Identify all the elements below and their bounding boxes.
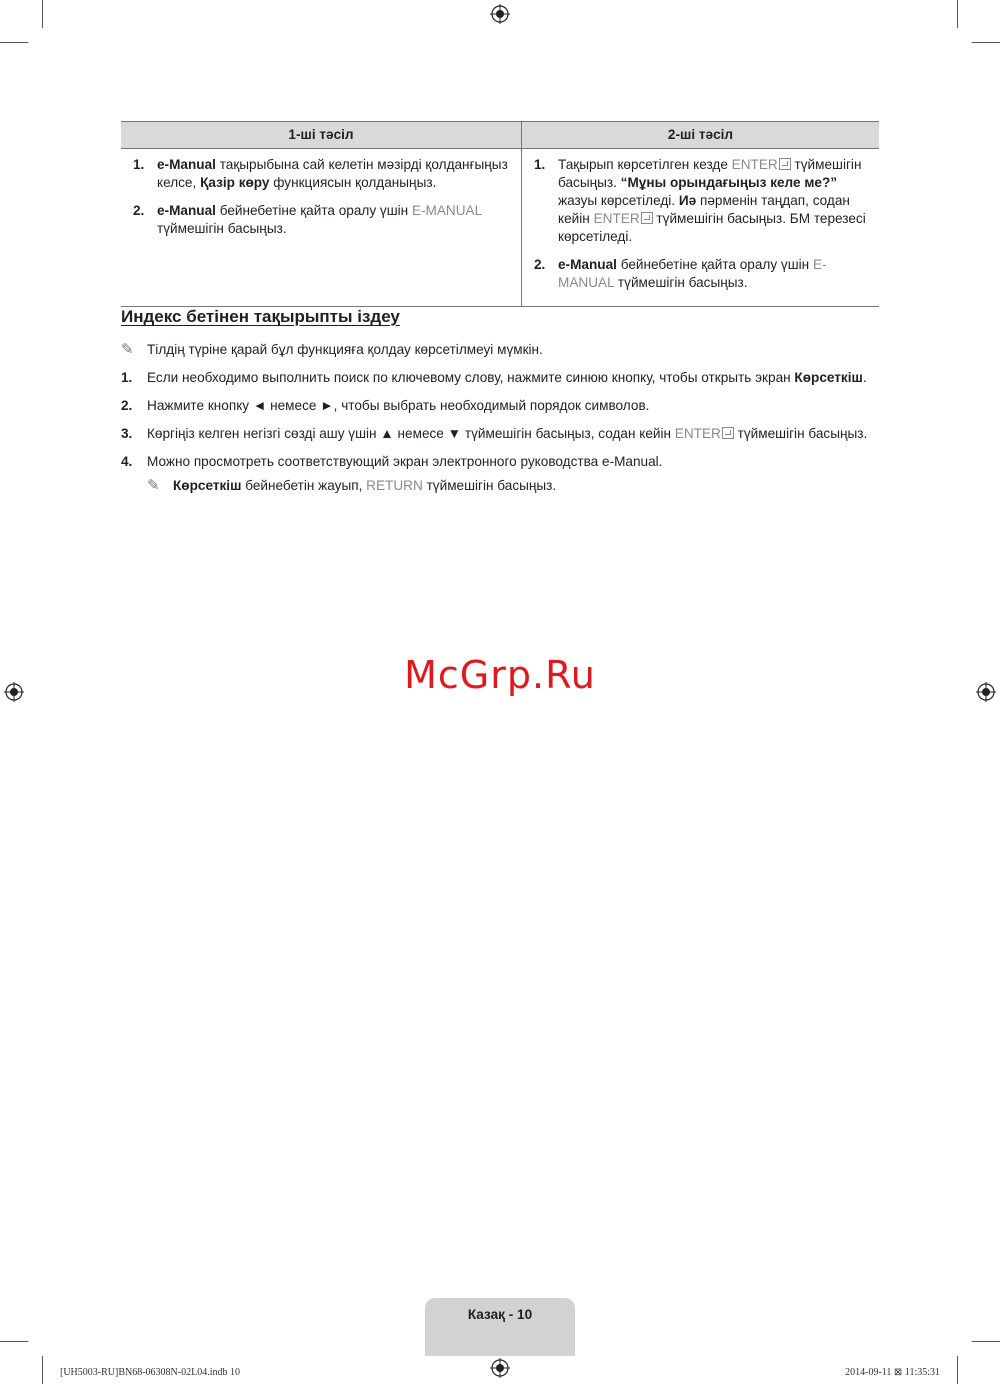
registration-mark-icon — [490, 1358, 510, 1378]
method-2-step: 1. Тақырып көрсетілген кезде ENTER түймешігін басыңыз. “Мұны орындағыңыз келе ме?” жазуы көрсетіледі. Иә пәрменін таңдап, содан кейін ENTER түймешігін басыңыз. БМ терезесі көрсетіледі. — [534, 157, 866, 244]
pencil-note-icon: ✎ — [147, 477, 160, 494]
enter-key-label: ENTER — [731, 157, 778, 172]
list-item: 3. Көргіңіз келген негізгі сөзді ашу үшін ▲ немесе ▼ түймешігін басыңыз, содан кейін ENTER түймешігін басыңыз. — [121, 426, 868, 441]
crop-mark — [0, 42, 28, 43]
list-item: 4. Можно просмотреть соответствующий экран электронного руководства e-Manual. — [121, 454, 663, 469]
print-slug-right: 2014-09-11 ⊠ 11:35:31 — [845, 1367, 940, 1378]
crop-mark — [957, 1356, 958, 1384]
enter-key-icon — [779, 158, 791, 170]
method-2-step: 2. e-Manual бейнебетіне қайта оралу үшін E-MANUAL түймешігін басыңыз. — [534, 257, 827, 290]
method-2-cell — [522, 149, 880, 307]
table-header-method-2: 2-ші тәсіл — [522, 122, 880, 149]
crop-mark — [957, 0, 958, 28]
table-header-method-1: 1-ші тәсіл — [121, 122, 522, 149]
crop-mark — [0, 1341, 28, 1342]
method-1-cell — [121, 149, 522, 307]
enter-key-icon — [722, 427, 734, 439]
registration-mark-icon — [4, 682, 24, 702]
e-manual-key-label: E-MANUAL — [558, 257, 827, 290]
methods-table — [121, 121, 879, 307]
page-label: Казақ - 10 — [467, 1307, 533, 1322]
return-key-label: RETURN — [366, 478, 423, 493]
enter-key-icon — [641, 212, 653, 224]
note: ✎ Тілдің түріне қарай бұл функцияға қолдау көрсетілмеуі мүмкін. — [121, 341, 543, 358]
pencil-note-icon: ✎ — [121, 341, 134, 358]
index-search-instructions — [121, 341, 879, 505]
e-manual-key-label: E-MANUAL — [411, 203, 482, 218]
method-1-step: 2. e-Manual бейнебетіне қайта оралу үшін E-MANUAL түймешігін басыңыз. — [133, 203, 482, 236]
watermark: McGrp.Ru — [404, 653, 596, 697]
registration-mark-icon — [976, 682, 996, 702]
print-slug-left: [UH5003-RU]BN68-06308N-02L04.indb 10 — [60, 1367, 240, 1378]
sub-note: ✎ Көрсеткіш бейнебетін жауып, RETURN түймешігін басыңыз. — [147, 477, 557, 494]
crop-mark — [972, 42, 1000, 43]
enter-key-label: ENTER — [674, 426, 721, 441]
list-item: 1. Если необходимо выполнить поиск по ключевому слову, нажмите синюю кнопку, чтобы открыть экран Көрсеткіш. — [121, 370, 867, 385]
method-1-step: 1. e-Manual тақырыбына сай келетін мәзірді қолданғыңыз келсе, Қазір көру функциясын қолданыңыз. — [133, 157, 508, 190]
list-item: 2. Нажмите кнопку ◄ немесе ►, чтобы выбрать необходимый порядок символов. — [121, 398, 650, 413]
page-number-tab — [425, 1298, 575, 1356]
section-title: Индекс бетінен тақырыпты іздеу — [121, 307, 400, 326]
registration-mark-icon — [490, 4, 510, 24]
enter-key-label: ENTER — [593, 211, 640, 226]
crop-mark — [42, 0, 43, 28]
crop-mark — [42, 1356, 43, 1384]
crop-mark — [972, 1341, 1000, 1342]
